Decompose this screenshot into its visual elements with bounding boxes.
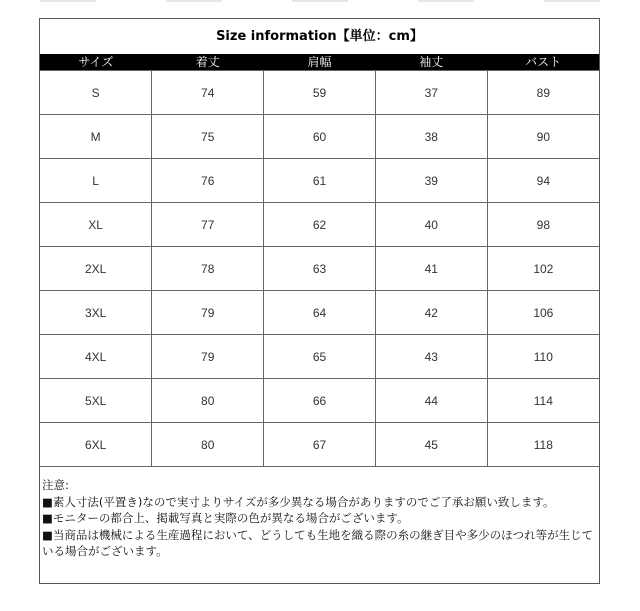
strip-segment [292, 0, 348, 2]
cell-sleeve: 44 [375, 379, 487, 423]
cell-length: 77 [152, 203, 264, 247]
cell-bust: 90 [487, 115, 599, 159]
cell-sleeve: 45 [375, 423, 487, 467]
cell-length: 80 [152, 379, 264, 423]
cell-bust: 118 [487, 423, 599, 467]
strip-segment [40, 0, 96, 2]
size-chart-title: Size information【単位：cm】 [216, 29, 423, 44]
cell-shoulder: 59 [264, 71, 376, 115]
cell-bust: 94 [487, 159, 599, 203]
notes-section [40, 467, 599, 560]
cell-size: 4XL [40, 335, 152, 379]
table-row [40, 335, 599, 379]
cell-sleeve: 41 [375, 247, 487, 291]
cell-size: S [40, 71, 152, 115]
column-header-shoulder: 肩幅 [264, 54, 376, 71]
table-row [40, 71, 599, 115]
table-row [40, 203, 599, 247]
cell-shoulder: 61 [264, 159, 376, 203]
cell-size: 6XL [40, 423, 152, 467]
cell-sleeve: 43 [375, 335, 487, 379]
cell-bust: 106 [487, 291, 599, 335]
header-row [40, 54, 599, 71]
cell-bust: 114 [487, 379, 599, 423]
table-row [40, 423, 599, 467]
cell-shoulder: 60 [264, 115, 376, 159]
cell-length: 75 [152, 115, 264, 159]
cell-size: XL [40, 203, 152, 247]
cell-shoulder: 64 [264, 291, 376, 335]
note-item: ■モニターの都合上、掲載写真と実際の色が異なる場合がございます。 [42, 511, 409, 525]
column-header-size: サイズ [40, 54, 152, 71]
column-header-sleeve: 袖丈 [375, 54, 487, 71]
strip-segment [418, 0, 474, 2]
column-header-length: 着丈 [152, 54, 264, 71]
cell-shoulder: 62 [264, 203, 376, 247]
cell-bust: 110 [487, 335, 599, 379]
note-item: ■素人寸法(平置き)なので実寸よりサイズが多少異なる場合がありますのでご了承お願い致します。 [42, 494, 555, 509]
size-table [40, 54, 599, 467]
column-header-bust: バスト [487, 54, 599, 71]
cell-bust: 89 [487, 71, 599, 115]
cell-sleeve: 42 [375, 291, 487, 335]
table-row [40, 379, 599, 423]
cell-length: 80 [152, 423, 264, 467]
cell-shoulder: 66 [264, 379, 376, 423]
cell-shoulder: 63 [264, 247, 376, 291]
cell-size: 5XL [40, 379, 152, 423]
cell-shoulder: 65 [264, 335, 376, 379]
notes-heading: 注意: [42, 478, 69, 492]
size-chart-sheet [39, 18, 600, 584]
cell-sleeve: 37 [375, 71, 487, 115]
cell-length: 79 [152, 291, 264, 335]
cell-size: L [40, 159, 152, 203]
table-row [40, 247, 599, 291]
strip-segment [166, 0, 222, 2]
cell-length: 79 [152, 335, 264, 379]
cell-sleeve: 40 [375, 203, 487, 247]
table-row [40, 159, 599, 203]
cell-bust: 98 [487, 203, 599, 247]
strip-segment [544, 0, 600, 2]
cell-size: 2XL [40, 247, 152, 291]
table-row [40, 115, 599, 159]
cell-size: M [40, 115, 152, 159]
cell-sleeve: 38 [375, 115, 487, 159]
cell-size: 3XL [40, 291, 152, 335]
cell-sleeve: 39 [375, 159, 487, 203]
table-row [40, 291, 599, 335]
cell-shoulder: 67 [264, 423, 376, 467]
cell-bust: 102 [487, 247, 599, 291]
cell-length: 78 [152, 247, 264, 291]
cell-length: 76 [152, 159, 264, 203]
top-image-strip [40, 0, 600, 3]
cell-length: 74 [152, 71, 264, 115]
note-item: ■当商品は機械による生産過程において、どうしても生地を織る際の糸の継ぎ目や多少のほつれ等が生じている場合がございます。 [42, 527, 594, 558]
